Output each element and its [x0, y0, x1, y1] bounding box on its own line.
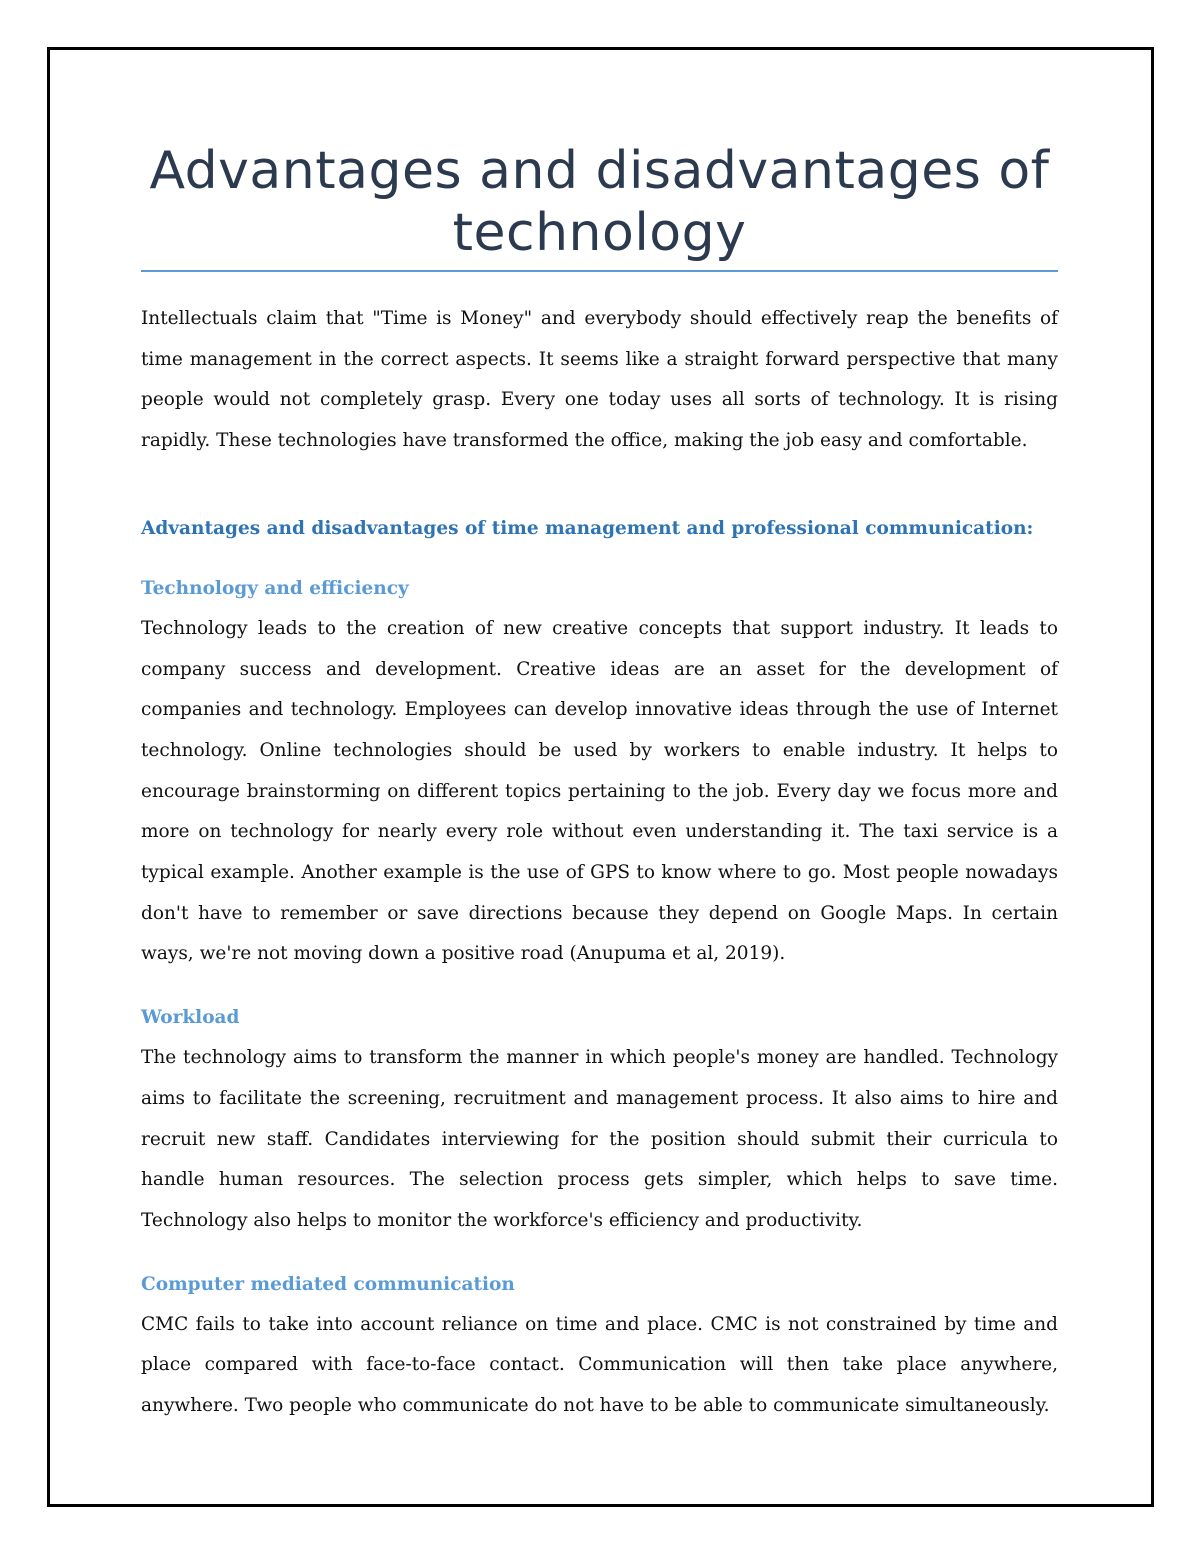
section-heading: Advantages and disadvantages of time management and professional communication:: [141, 517, 1034, 539]
subheading-cmc: Computer mediated communication: [141, 1273, 515, 1295]
title-underline: [141, 270, 1058, 272]
paragraph-workload: The technology aims to transform the manner in which people's money are handled. Technology aims to facilitate the screening, recruitment and management process. It also aims to hire and recruit new staff. Candidates interviewing for the position should submit their curricula to handle human resources. The selection process gets simpler, which helps to save time. Technology also helps to monitor the workforce's efficiency and productivity.: [141, 1047, 1058, 1231]
document-title: Advantages and disadvantages of technology: [149, 141, 1050, 263]
document-body: [141, 140, 1058, 1427]
subheading-workload: Workload: [141, 1007, 240, 1029]
subheading-technology-efficiency: Technology and efficiency: [141, 577, 409, 599]
intro-paragraph: Intellectuals claim that "Time is Money" and everybody should effectively reap the benefits of time management in the correct aspects. It seems like a straight forward perspective that many people would not completely grasp. Every one today uses all sorts of technology. It is rising rapidly. These technologies have transformed the office, making the job easy and comfortable.: [141, 308, 1058, 452]
paragraph-technology-efficiency: Technology leads to the creation of new creative concepts that support industry. It leads to company success and development. Creative ideas are an asset for the development of companies and technology. Employees can develop innovative ideas through the use of Internet technology. Online technologies should be used by workers to enable industry. It helps to encourage brainstorming on different topics pertaining to the job. Every day we focus more and more on technology for nearly every role without even understanding it. The taxi service is a typical example. Another example is the use of GPS to know where to go. Most people nowadays don't have to remember or save directions because they depend on Google Maps. In certain ways, we're not moving down a positive road (Anupuma et al, 2019).: [141, 617, 1058, 965]
paragraph-cmc: CMC fails to take into account reliance on time and place. CMC is not constrained by time and place compared with face-to-face contact. Communication will then take place anywhere, anywhere. Two people who communicate do not have to be able to communicate simultaneously.: [141, 1313, 1058, 1417]
